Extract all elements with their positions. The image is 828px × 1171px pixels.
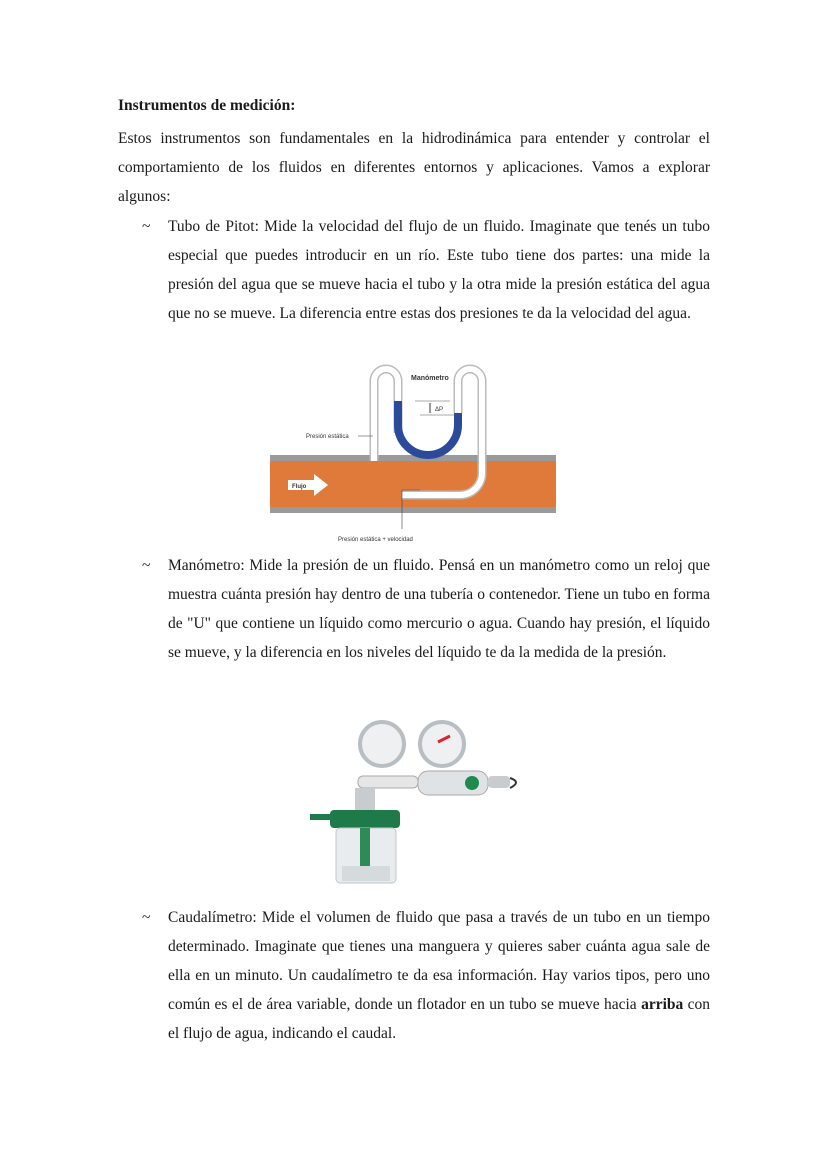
- pitot-tube-diagram: [270, 363, 556, 545]
- label-flujo: Flujo: [292, 484, 307, 490]
- bullet-marker: ~: [142, 909, 151, 926]
- bullet-marker: ~: [142, 218, 151, 235]
- pressure-regulator-photo: [300, 716, 540, 896]
- label-manometro: Manómetro: [411, 375, 449, 382]
- bullet-marker: ~: [142, 557, 151, 574]
- section-heading: Instrumentos de medición:: [118, 97, 296, 114]
- bold-word: arriba: [641, 996, 684, 1013]
- svg-text:ΔP: ΔP: [435, 407, 444, 413]
- intro-paragraph: Estos instrumentos son fundamentales en la hidrodinámica para entender y controlar el comportamiento de los fluidos en diferentes entornos y aplicaciones. Vamos a explorar algunos:: [118, 130, 710, 205]
- list-item-text: Tubo de Pitot: Mide la velocidad del flujo de un fluido. Imaginate que tenés un tubo especial que puedes introducir en un río. Este tubo tiene dos partes: una mide la presión del agua que se mueve hacia el tubo y la otra mide la presión estática del agua que no se mueve. La diferencia entre estas dos presiones te da la velocidad del agua.: [168, 218, 710, 322]
- list-item-text: Caudalímetro: Mide el volumen de fluido que pasa a través de un tubo en un tiempo determinado. Imaginate que tienes una manguera y quieres saber cuánta agua sale de ella en un minuto. Un caudalímetro te da esa información. Hay varios tipos, pero uno común es el de área variable, donde un flotador en un tubo se mueve hacia arriba con el flujo de agua, indicando el caudal.: [168, 909, 710, 1042]
- list-item-caudalimetro: [118, 903, 710, 1048]
- list-item-manometro: [118, 551, 710, 667]
- label-bottom: Presión estática + velocidad: [338, 537, 413, 543]
- label-presion-estatica: Presión estática: [306, 434, 349, 440]
- list-item-text: Manómetro: Mide la presión de un fluido. Pensá en un manómetro como un reloj que muestra cuánta presión hay dentro de una tubería o contenedor. Tiene un tubo en forma de "U" que contiene un líquido como mercurio o agua. Cuando hay presión, el líquido se mueve, y la diferencia en los niveles del líquido te da la medida de la presión.: [168, 557, 710, 661]
- list-item-pitot: [118, 212, 710, 328]
